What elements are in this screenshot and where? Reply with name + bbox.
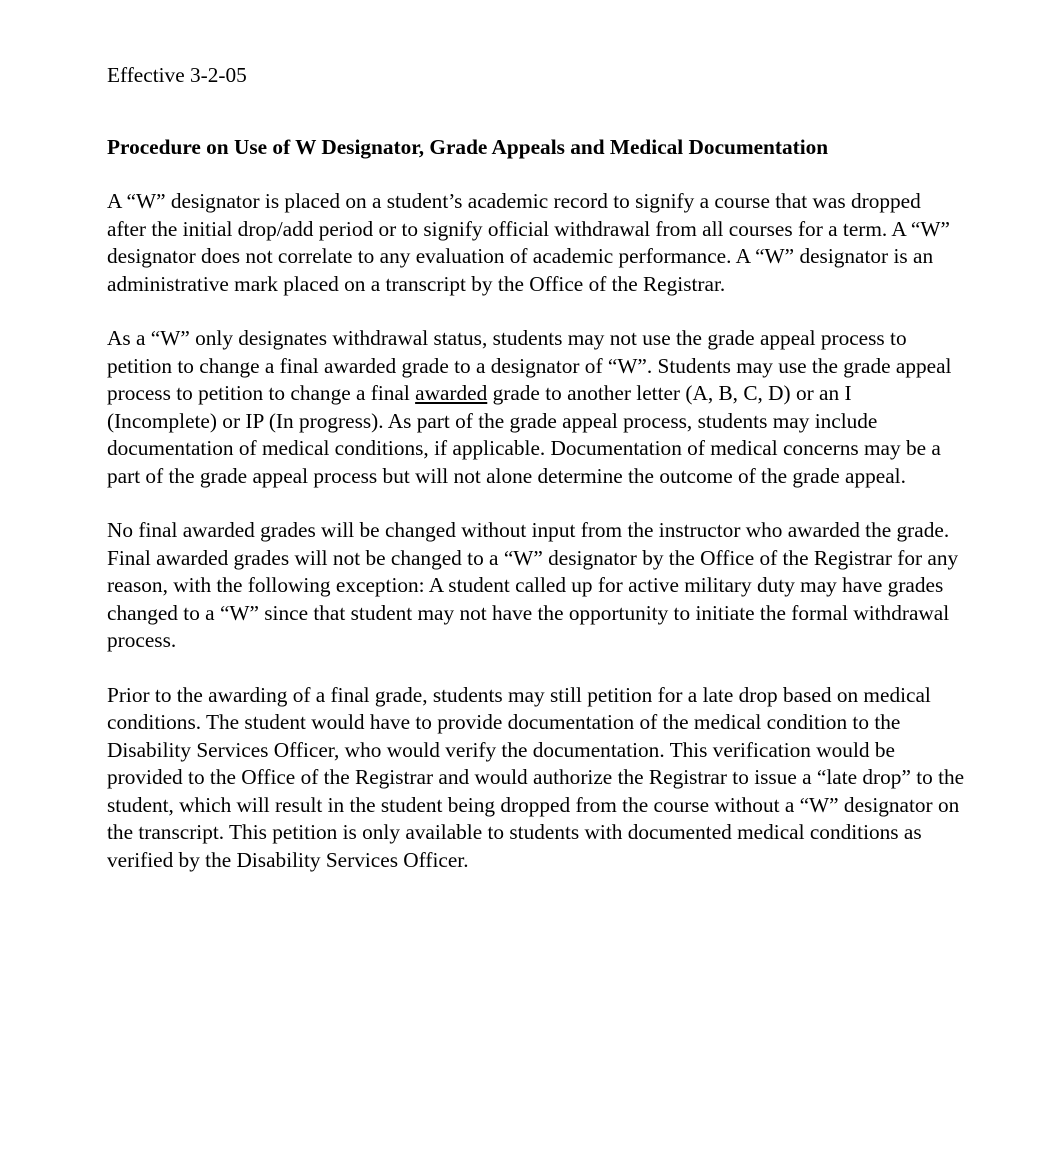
- document-title: Procedure on Use of W Designator, Grade Appeals and Medical Documentation: [107, 134, 829, 159]
- paragraph-late-drop-petition: Prior to the awarding of a final grade, students may still petition for a late drop based on medical conditions. The student would have to provide documentation of the medical condition to the Disability Services Officer, who would verify the documentation. This verification would be provided to the Office of the Registrar and would authorize the Registrar to issue a “late drop” to the student, which will result in the student being dropped from the course without a “W” designator on the transcript. This petition is only available to students with documented medical conditions as verified by the Disability Services Officer.: [107, 682, 965, 872]
- paragraph-final-grade-changes: No final awarded grades will be changed without input from the instructor who awarded the grade. Final awarded grades will not be changed to a “W” designator by the Office of the Registrar for any reason, with the following exception: A student called up for active military duty may have grades changed to a “W” since that student may not have the opportunity to initiate the formal withdrawal process.: [107, 518, 959, 652]
- effective-date: Effective 3-2-05: [107, 63, 247, 87]
- paragraph-grade-appeal-after: grade to another letter (A, B, C, D) or an I (Incomplete) or IP (In progress). As part of the grade appeal process, students may include documentation of medical conditions, if applicable. Documentation of medical concerns may be a part of the grade appeal process but will not alone determine the outcome of the grade appeal.: [107, 381, 941, 488]
- paragraph-w-designator-definition: A “W” designator is placed on a student’s academic record to signify a course that was dropped after the initial drop/add period or to signify official withdrawal from all courses for a term. A “W” designator does not correlate to any evaluation of academic performance. A “W” designator is an administrative mark placed on a transcript by the Office of the Registrar.: [107, 189, 950, 296]
- paragraph-grade-appeal-process: [107, 325, 965, 490]
- underlined-word-awarded: awarded: [415, 381, 488, 405]
- paragraph-grade-appeal-before: As a “W” only designates withdrawal status, students may not use the grade appeal process to petition to change a final awarded grade to a designator of “W”. Students may use the grade appeal process to petition to change a final: [107, 326, 952, 405]
